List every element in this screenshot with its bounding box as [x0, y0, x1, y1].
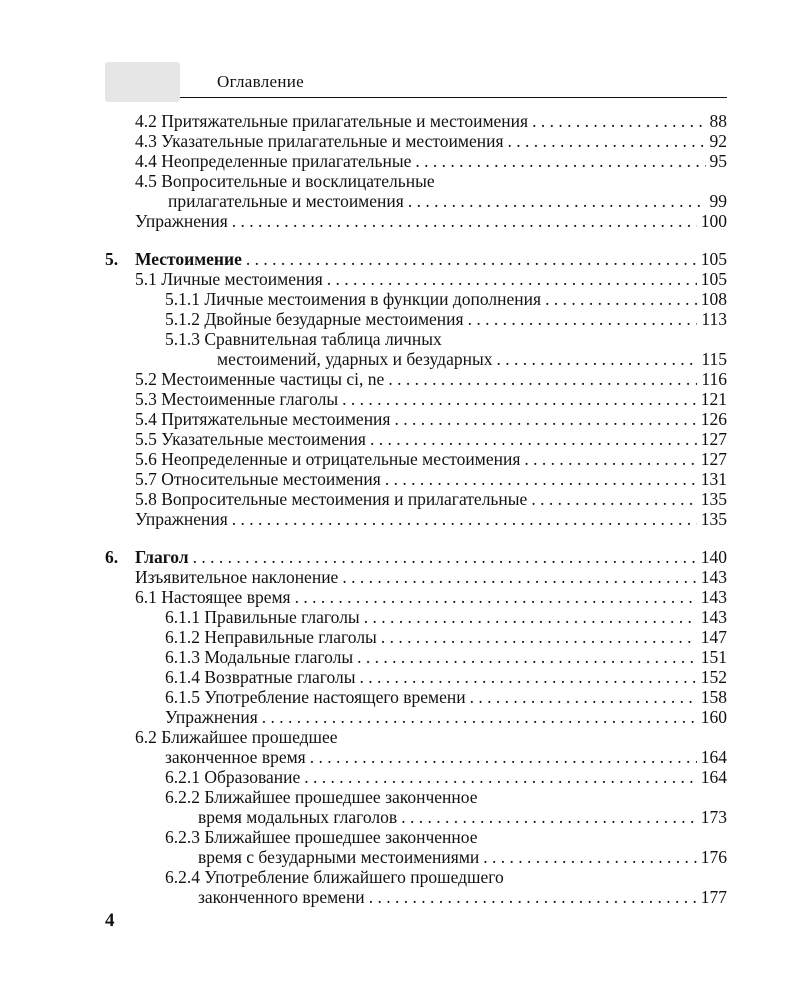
toc-row[interactable] — [135, 728, 727, 748]
page-number: 4 — [105, 910, 115, 931]
toc-leader-dots — [401, 808, 697, 827]
toc-page-number: 158 — [700, 688, 727, 707]
toc-leader-dots — [496, 350, 697, 369]
toc-row[interactable] — [135, 430, 727, 450]
toc-entry-title: 4.5 Вопросительные и восклицательные — [135, 172, 435, 191]
toc-row[interactable] — [135, 510, 727, 530]
toc-leader-dots — [532, 112, 705, 131]
toc-leader-dots — [232, 212, 697, 231]
toc-page-number: 105 — [700, 270, 727, 289]
toc-row[interactable] — [198, 808, 727, 828]
toc-row[interactable] — [165, 688, 727, 708]
toc-leader-dots — [483, 848, 696, 867]
toc-page-number: 126 — [700, 410, 727, 429]
toc-row[interactable] — [165, 828, 727, 848]
toc-row[interactable] — [198, 888, 727, 908]
toc-row[interactable] — [165, 648, 727, 668]
toc-chapter-row[interactable] — [105, 250, 727, 270]
toc-leader-dots — [408, 192, 706, 211]
toc-page-number: 92 — [709, 132, 727, 151]
toc-entry-title: Изъявительное наклонение — [135, 568, 339, 587]
toc-entry-title: 5.7 Относительные местоимения — [135, 470, 381, 489]
toc-page-number: 131 — [700, 470, 727, 489]
toc-row[interactable] — [135, 410, 727, 430]
toc-leader-dots — [381, 628, 697, 647]
toc-page-number: 173 — [700, 808, 727, 827]
toc-page-number: 160 — [700, 708, 727, 727]
toc-entry-title: 6.1.3 Модальные глаголы — [165, 648, 354, 667]
toc-page-number: 140 — [700, 548, 727, 567]
toc-page-number: 105 — [700, 250, 727, 269]
toc-entry-title: законченное время — [165, 748, 306, 767]
toc-entry-title: 4.4 Неопределенные прилагательные — [135, 152, 412, 171]
toc-row[interactable] — [135, 172, 727, 192]
toc-row[interactable] — [135, 490, 727, 510]
header-divider — [180, 97, 727, 98]
toc-leader-dots — [232, 510, 697, 529]
toc-row[interactable] — [165, 628, 727, 648]
toc-page-number: 176 — [700, 848, 727, 867]
toc-row[interactable] — [165, 788, 727, 808]
toc-leader-dots — [295, 588, 697, 607]
toc-entry-title: 6.1.4 Возвратные глаголы — [165, 668, 356, 687]
toc-row[interactable] — [135, 112, 727, 132]
toc-page-number: 135 — [700, 490, 727, 509]
toc-page-number: 95 — [709, 152, 727, 171]
toc-page-number: 164 — [700, 768, 727, 787]
toc-entry-title: законченного времени — [198, 888, 365, 907]
toc-row[interactable] — [165, 310, 727, 330]
toc-leader-dots — [327, 270, 697, 289]
toc-entry-title: 6.1.5 Употребление настоящего времени — [165, 688, 466, 707]
toc-leader-dots — [524, 450, 696, 469]
toc-leader-dots — [369, 888, 697, 907]
toc-entry-title: 6.2 Ближайшее прошедшее — [135, 728, 338, 747]
toc-leader-dots — [468, 310, 698, 329]
toc-entry-title: 5.1.1 Личные местоимения в функции дополнения — [165, 290, 542, 309]
toc-leader-dots — [246, 250, 697, 269]
toc-page-number: 127 — [700, 430, 727, 449]
toc-leader-dots — [531, 490, 696, 509]
toc-entry-title: 6.2.3 Ближайшее прошедшее законченное — [165, 828, 478, 847]
header-corner-tab — [105, 62, 180, 102]
toc-page-number: 164 — [700, 748, 727, 767]
toc-row[interactable] — [165, 708, 727, 728]
toc-entry-title: 6.1.2 Неправильные глаголы — [165, 628, 377, 647]
toc-page-number: 108 — [700, 290, 727, 309]
toc-page-number: 100 — [700, 212, 727, 231]
toc-page-number: 177 — [700, 888, 727, 907]
toc-page-number: 113 — [701, 310, 727, 329]
toc-row[interactable] — [135, 270, 727, 290]
toc-leader-dots — [388, 370, 697, 389]
toc-row[interactable] — [168, 192, 727, 212]
toc-row[interactable] — [165, 868, 727, 888]
toc-entry-title: 5.2 Местоименные частицы ci, ne — [135, 370, 385, 389]
toc-entry-title: 6.2.4 Употребление ближайшего прошедшего — [165, 868, 504, 887]
toc-chapter-number: 6. — [105, 548, 119, 567]
toc-page-number: 115 — [701, 350, 727, 369]
toc-page-number: 116 — [701, 370, 727, 389]
toc-page-number: 127 — [700, 450, 727, 469]
toc-entry-title: 5.3 Местоименные глаголы — [135, 390, 339, 409]
toc-leader-dots — [370, 430, 697, 449]
toc-row[interactable] — [165, 768, 727, 788]
toc-entry-title: 5.6 Неопределенные и отрицательные местоимения — [135, 450, 521, 469]
toc-page-number: 147 — [700, 628, 727, 647]
toc-entry-title: Местоимение — [135, 250, 242, 269]
toc-entry-title: 5.4 Притяжательные местоимения — [135, 410, 391, 429]
toc-row[interactable] — [135, 588, 727, 608]
toc-entry-title: время модальных глаголов — [198, 808, 398, 827]
toc-entry-title: местоимений, ударных и безударных — [217, 350, 493, 369]
toc-entry-title: 5.1.3 Сравнительная таблица личных — [165, 330, 442, 349]
toc-leader-dots — [415, 152, 705, 171]
toc-leader-dots — [193, 548, 697, 567]
toc-leader-dots — [545, 290, 697, 309]
toc-row[interactable] — [135, 450, 727, 470]
toc-entry-title: Упражнения — [135, 212, 228, 231]
toc-leader-dots — [394, 410, 696, 429]
toc-entry-title: 4.2 Притяжательные прилагательные и местоимения — [135, 112, 529, 131]
toc-row[interactable] — [165, 668, 727, 688]
toc-page-number: 143 — [700, 568, 727, 587]
toc-page-number: 143 — [700, 588, 727, 607]
toc-leader-dots — [342, 568, 696, 587]
toc-page-number: 151 — [700, 648, 727, 667]
toc-leader-dots — [357, 648, 697, 667]
toc-leader-dots — [364, 608, 697, 627]
toc-entry-title: время с безударными местоимениями — [198, 848, 480, 867]
toc-entry-title: 6.1.1 Правильные глаголы — [165, 608, 360, 627]
toc-leader-dots — [310, 748, 697, 767]
toc-entry-title: 5.1.2 Двойные безударные местоимения — [165, 310, 464, 329]
toc-row[interactable] — [135, 152, 727, 172]
toc-entry-title: 4.3 Указательные прилагательные и местоимения — [135, 132, 504, 151]
toc-row[interactable] — [135, 132, 727, 152]
toc-entry-title: прилагательные и местоимения — [168, 192, 404, 211]
toc-row[interactable] — [165, 330, 727, 350]
toc-page-number: 99 — [709, 192, 727, 211]
toc-entry-title: 6.2.2 Ближайшее прошедшее законченное — [165, 788, 478, 807]
toc-leader-dots — [262, 708, 697, 727]
toc-leader-dots — [385, 470, 697, 489]
toc-row[interactable] — [135, 390, 727, 410]
toc-row[interactable] — [135, 212, 727, 232]
toc-leader-dots — [360, 668, 697, 687]
toc-row[interactable] — [165, 748, 727, 768]
toc-leader-dots — [342, 390, 697, 409]
toc-page-number: 88 — [709, 112, 727, 131]
toc-page-number: 152 — [700, 668, 727, 687]
toc-row[interactable] — [165, 608, 727, 628]
toc-chapter-row[interactable] — [105, 548, 727, 568]
toc-entry-title: Упражнения — [135, 510, 228, 529]
toc-entry-title: 5.8 Вопросительные местоимения и прилагательные — [135, 490, 528, 509]
toc-row[interactable] — [198, 848, 727, 868]
toc-row[interactable] — [217, 350, 727, 370]
toc-chapter-number: 5. — [105, 250, 119, 269]
toc-entry-title: 6.1 Настоящее время — [135, 588, 291, 607]
toc-entry-title: 5.5 Указательные местоимения — [135, 430, 366, 449]
toc-entry-title: 5.1 Личные местоимения — [135, 270, 323, 289]
toc-leader-dots — [470, 688, 697, 707]
toc-row[interactable] — [135, 370, 727, 390]
toc-row[interactable] — [165, 290, 727, 310]
page-header-title: Оглавление — [217, 72, 304, 91]
toc-entry-title: 6.2.1 Образование — [165, 768, 301, 787]
toc-page-number: 121 — [700, 390, 727, 409]
toc-page-number: 135 — [700, 510, 727, 529]
toc-page-number: 143 — [700, 608, 727, 627]
toc-row[interactable] — [135, 568, 727, 588]
toc-leader-dots — [508, 132, 706, 151]
toc-entry-title: Глагол — [135, 548, 189, 567]
toc-leader-dots — [304, 768, 696, 787]
toc-entry-title: Упражнения — [165, 708, 258, 727]
toc-row[interactable] — [135, 470, 727, 490]
